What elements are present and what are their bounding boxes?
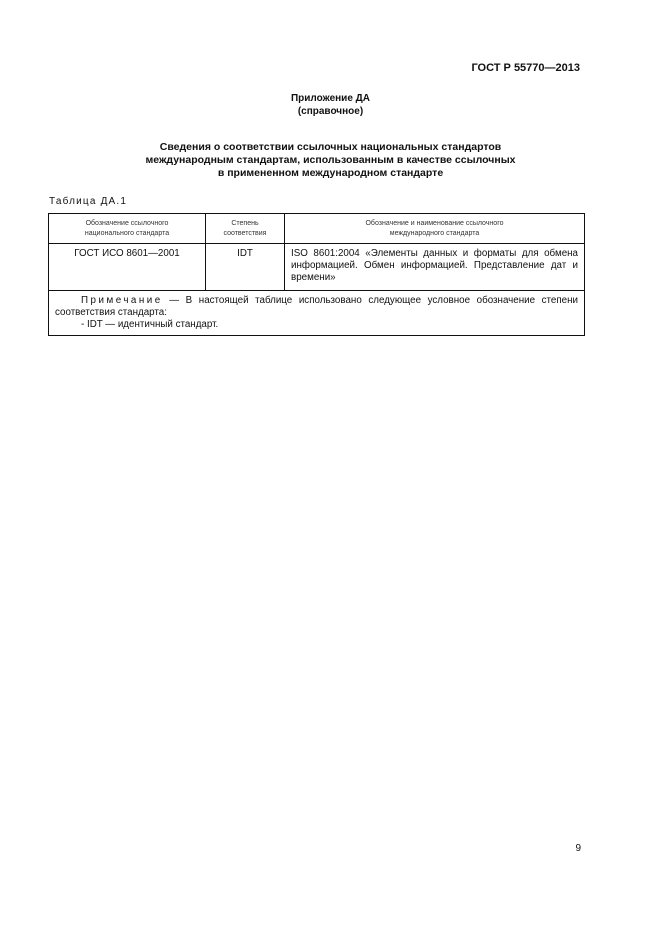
annex-subtitle: (справочное) xyxy=(297,106,364,117)
note-dash: — xyxy=(162,295,186,306)
note-item: - IDT — идентичный стандарт. xyxy=(81,319,219,330)
column-header-degree xyxy=(206,214,285,244)
note-label: Примечание xyxy=(81,295,163,306)
heading-line-3: в примененном международном стандарте xyxy=(217,167,444,179)
annex-heading xyxy=(0,141,661,180)
cell-national-standard: ГОСТ ИСО 8601—2001 xyxy=(49,244,206,291)
table-header-row xyxy=(49,214,585,244)
column-header-national xyxy=(49,214,206,244)
table-note xyxy=(49,291,585,336)
conformity-table xyxy=(48,213,584,336)
column-header-line: международного стандарта xyxy=(389,229,480,237)
page-number: 9 xyxy=(575,843,581,854)
column-header-line: соответствия xyxy=(223,229,267,237)
column-header-line: Обозначение ссылочного xyxy=(85,219,169,227)
heading-line-1: Сведения о соответствии ссылочных национальных стандартов xyxy=(159,141,502,153)
column-header-line: Степень xyxy=(231,219,259,227)
document-code: ГОСТ Р 55770—2013 xyxy=(471,62,580,74)
cell-degree: IDT xyxy=(206,244,285,291)
table-note-row xyxy=(49,291,585,336)
column-header-line: национального стандарта xyxy=(84,229,170,237)
annex-title-line: Приложение ДА xyxy=(290,93,371,104)
column-header-line: Обозначение и наименование ссылочного xyxy=(365,219,504,227)
cell-international-standard: ISO 8601:2004 «Элементы данных и форматы для обмена информацией. Обмен информацией. Представление дат и времени» xyxy=(285,244,585,291)
heading-line-2: международным стандартам, использованным в качестве ссылочных xyxy=(145,154,516,166)
table-row xyxy=(49,244,585,291)
annex-title xyxy=(0,92,661,118)
column-header-international xyxy=(285,214,585,244)
table-caption: Таблица ДА.1 xyxy=(49,196,128,207)
note-text: В настоящей таблице использовано следующее условное обозначение степени соответствия стандарта: xyxy=(55,295,578,318)
